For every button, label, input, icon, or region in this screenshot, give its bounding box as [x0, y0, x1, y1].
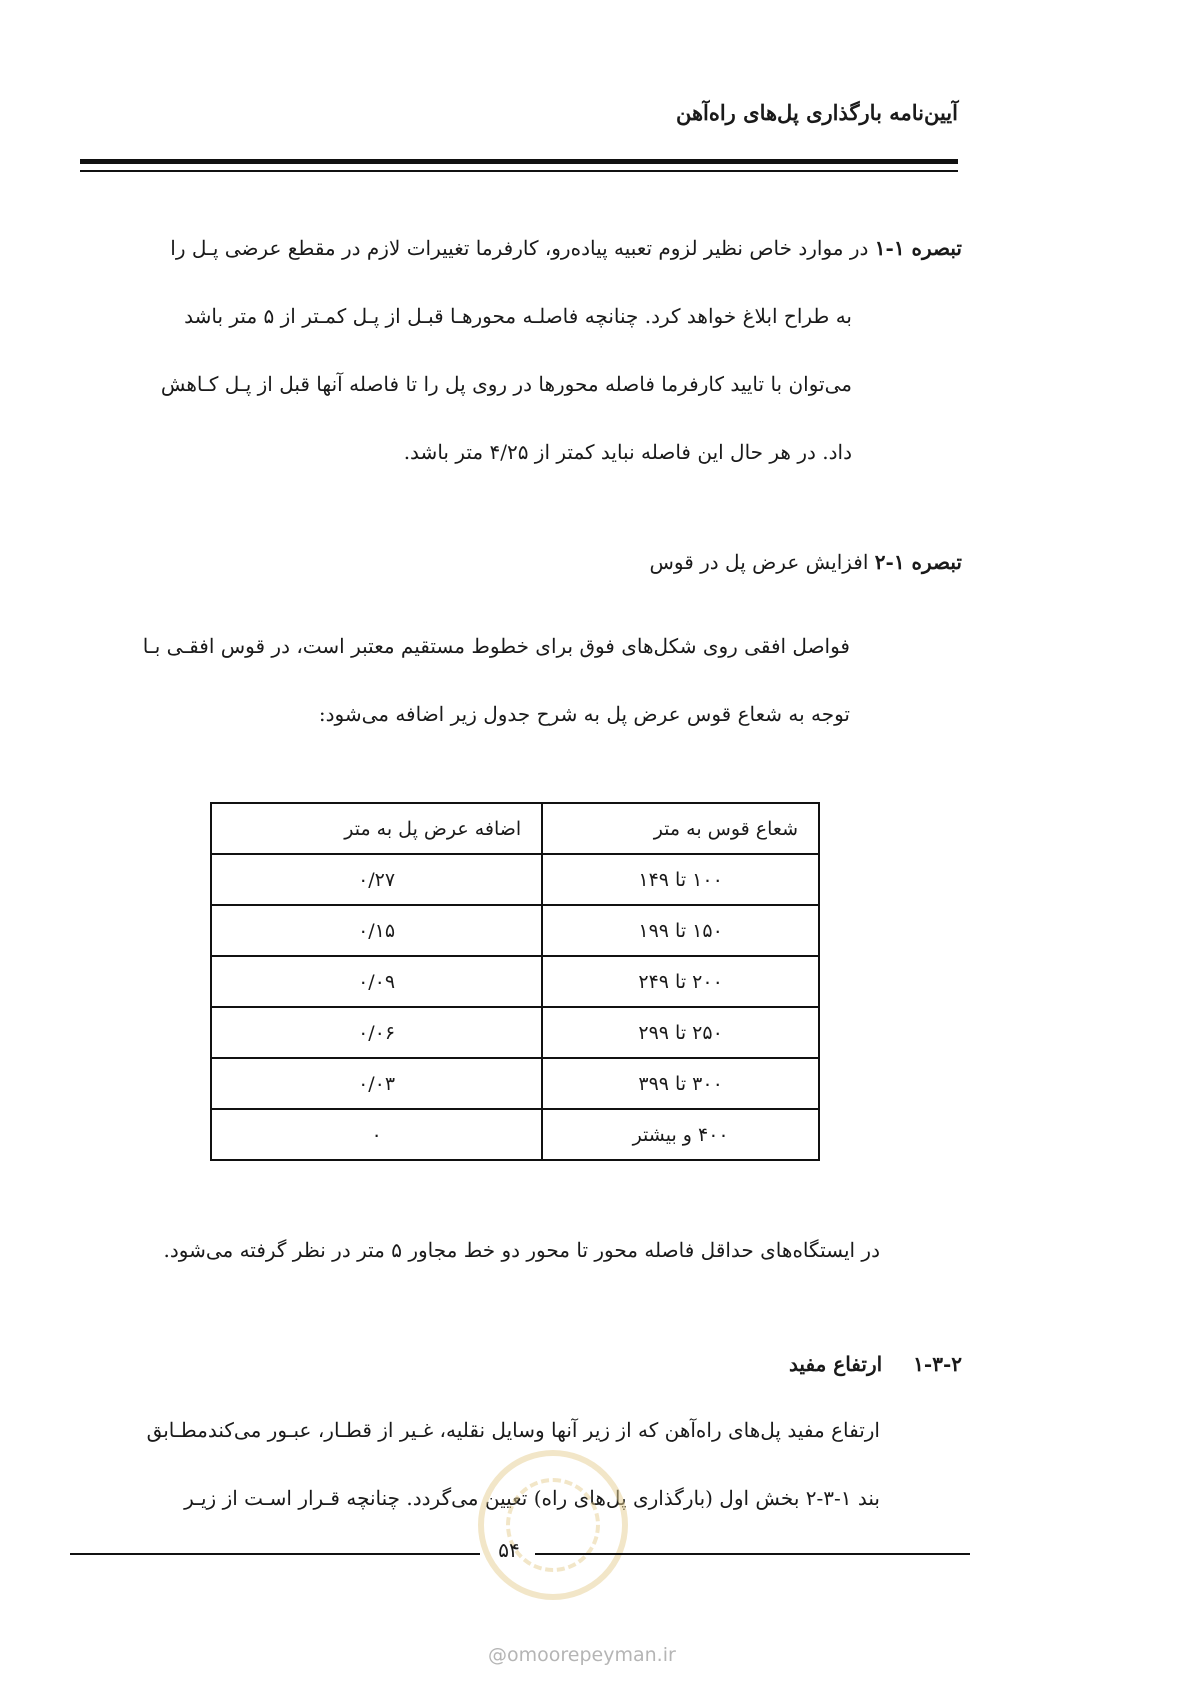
site-watermark: @omoorepeyman.ir	[488, 1644, 676, 1666]
table-header-extra-width: اضافه عرض پل به متر	[211, 803, 542, 854]
table-cell-extra-width: ۰	[211, 1109, 542, 1160]
table-cell-extra-width: ۰/۱۵	[211, 905, 542, 956]
table-row	[211, 956, 819, 1007]
note-1-1-text-1: در موارد خاص نظیر لزوم تعبیه پیاده‌رو، کارفرما تغییرات لازم در مقطع عرضی پـل را	[170, 236, 869, 260]
table-cell-radius: ۲۰۰ تا ۲۴۹	[542, 956, 819, 1007]
note-1-2-body	[76, 612, 850, 748]
note-1-1-line-2: به طراح ابلاغ خواهد کرد. چنانچه فاصلـه محورهـا قبـل از پـل کمـتر از ۵ متر باشد	[184, 304, 852, 328]
note-1-2-line-1: فواصل افقی روی شکل‌های فوق برای خطوط مستقیم معتبر است، در قوس افقـی بـا	[142, 634, 850, 658]
note-1-1-line-3: می‌توان با تایید کارفرما فاصله محورها در روی پل را تا فاصله آنها قبل از پـل کـاهش	[160, 372, 852, 396]
table-cell-extra-width: ۰/۰۳	[211, 1058, 542, 1109]
table-row	[211, 1109, 819, 1160]
page-number: ۵۴	[498, 1538, 520, 1562]
section-heading	[76, 1352, 962, 1376]
section-number: ۱-۳-۲	[913, 1352, 962, 1376]
section-body	[76, 1396, 880, 1532]
note-1-2-line-2: توجه به شعاع قوس عرض پل به شرح جدول زیر اضافه می‌شود:	[318, 702, 850, 726]
section-line-2: بند ۱-۳-۲ بخش اول (بارگذاری پل‌های راه) تعیین می‌گردد. چنانچه قـرار اسـت از زیـر	[184, 1486, 880, 1510]
table-row	[211, 905, 819, 956]
table-cell-radius: ۴۰۰ و بیشتر	[542, 1109, 819, 1160]
header-rule-thin	[80, 170, 958, 172]
table-row	[211, 854, 819, 905]
note-1-2-title: افزایش عرض پل در قوس	[649, 550, 869, 574]
footer-rule-left	[70, 1553, 480, 1555]
curve-width-table	[210, 802, 820, 1161]
table-cell-extra-width: ۰/۰۹	[211, 956, 542, 1007]
station-spacing-text: در ایستگاه‌های حداقل فاصله محور تا محور دو خط مجاور ۵ متر در نظر گرفته می‌شود.	[163, 1238, 880, 1262]
footer-rule-right	[535, 1553, 970, 1555]
table-cell-radius: ۱۰۰ تا ۱۴۹	[542, 854, 819, 905]
header-rule-thick	[80, 159, 958, 164]
publisher-seal-watermark	[478, 1450, 628, 1600]
note-1-1	[76, 214, 962, 486]
table-cell-radius: ۱۵۰ تا ۱۹۹	[542, 905, 819, 956]
note-1-1-line-1	[76, 214, 962, 282]
table-row	[211, 1007, 819, 1058]
table-row	[211, 1058, 819, 1109]
table-cell-extra-width: ۰/۲۷	[211, 854, 542, 905]
table-cell-radius: ۳۰۰ تا ۳۹۹	[542, 1058, 819, 1109]
note-1-2-heading	[76, 550, 962, 574]
table-header-row	[211, 803, 819, 854]
section-line-1: ارتفاع مفید پل‌های راه‌آهن که از زیر آنها وسایل نقلیه، غـیر از قطـار، عبـور می‌کندمطـابق	[146, 1418, 880, 1442]
table-cell-radius: ۲۵۰ تا ۲۹۹	[542, 1007, 819, 1058]
note-1-1-label: تبصره ۱-۱	[874, 236, 962, 260]
note-1-2-label: تبصره ۱-۲	[874, 550, 962, 574]
section-title: ارتفاع مفید	[788, 1352, 883, 1376]
table-header-radius: شعاع قوس به متر	[542, 803, 819, 854]
running-header-title: آیین‌نامه بارگذاری پل‌های راه‌آهن	[675, 100, 958, 125]
note-1-1-line-4: داد. در هر حال این فاصله نباید کمتر از ۴/۲۵ متر باشد.	[403, 440, 852, 464]
table-cell-extra-width: ۰/۰۶	[211, 1007, 542, 1058]
